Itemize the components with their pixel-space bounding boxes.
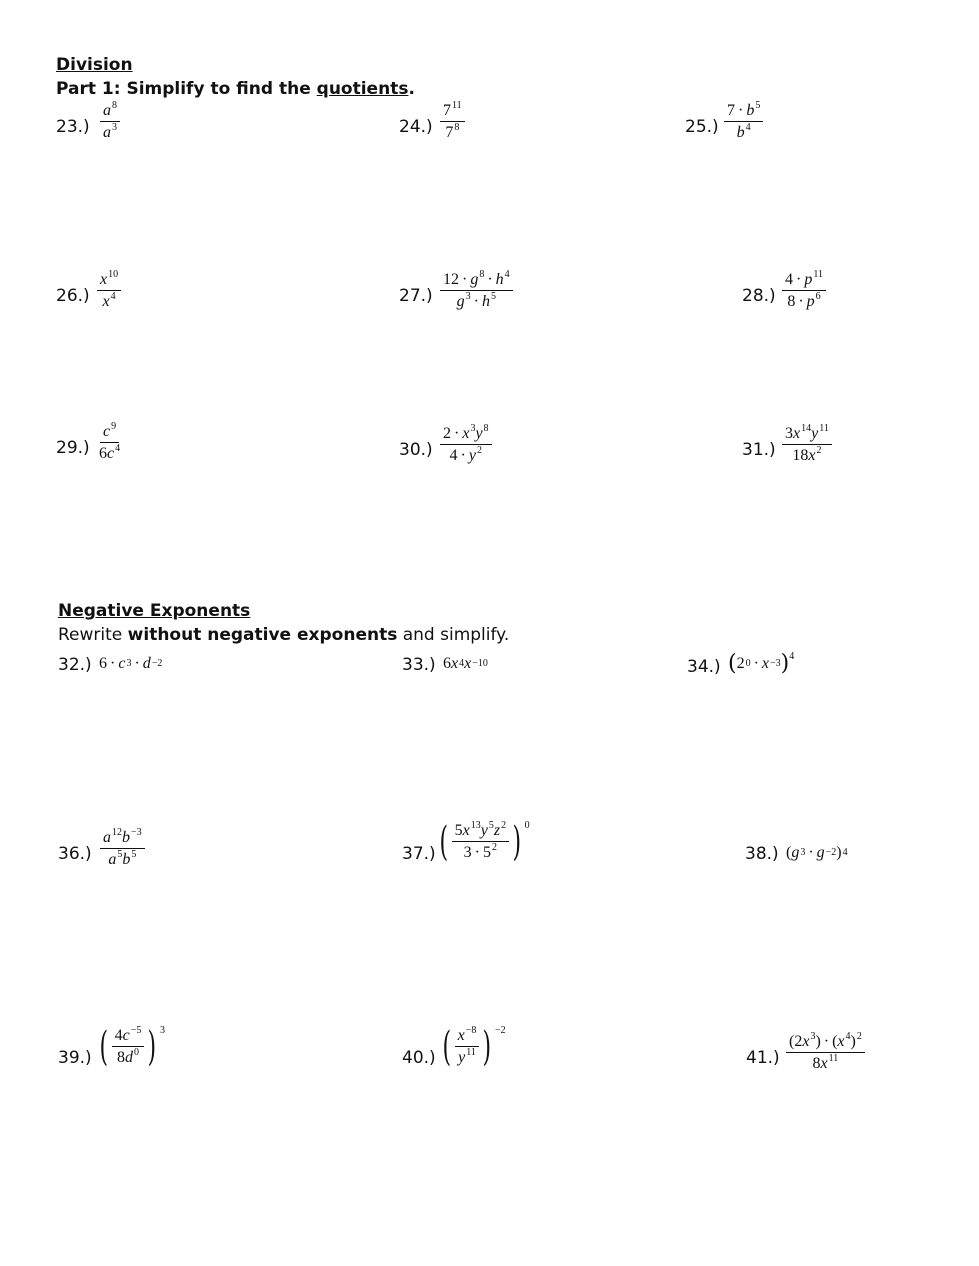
problem-expression-28: $\frac{4 \cdot p^{11}}{8 \cdot p^6}$ bbox=[782, 271, 826, 311]
instruction-period: . bbox=[408, 79, 415, 99]
problem-number: 36.) bbox=[58, 844, 92, 864]
problem-number: 27.) bbox=[399, 286, 433, 306]
negative-instructions bbox=[58, 625, 509, 645]
instruction-text-end: and simplify. bbox=[397, 625, 510, 645]
problem-expression-39: ( $\frac{4c^{-5}}{8d^0}$ ) 3 bbox=[99, 1024, 165, 1070]
problem-expression-34: ( 2 0 · x −3 ) 4 bbox=[728, 651, 795, 676]
problem-expression-38: ( g 3 · g −2 ) 4 bbox=[786, 844, 848, 861]
problem-number: 30.) bbox=[399, 440, 433, 460]
instruction-text: Rewrite bbox=[58, 625, 128, 645]
problem-expression-33: 6 x 4 x −10 bbox=[443, 655, 488, 672]
problem-expression-40: ( $\frac{x^{-8}}{y^{11}}$ ) −2 bbox=[442, 1024, 506, 1070]
problem-expression-31: $\frac{3x^{14}y^{11}}{18x^2}$ bbox=[782, 425, 832, 465]
problem-expression-37: ( $\frac{5x^{13}y^5z^2}{3 \cdot 5^2}$ ) 0 bbox=[439, 819, 530, 865]
section-title-division: Division bbox=[56, 55, 133, 75]
problem-expression-36: $\frac{a^{12}b^{-3}}{a^5b^5}$ bbox=[100, 829, 145, 869]
problem-number: 33.) bbox=[402, 655, 436, 675]
problem-number: 31.) bbox=[742, 440, 776, 460]
problem-number: 32.) bbox=[58, 655, 92, 675]
problem-number: 23.) bbox=[56, 117, 90, 137]
problem-expression-27: $\frac{12 \cdot g^8 \cdot h^4}{g^3 \cdot h^5}$ bbox=[440, 271, 513, 311]
instruction-keyword: quotients bbox=[316, 79, 409, 99]
problem-number: 29.) bbox=[56, 438, 90, 458]
section-title-negative-exponents: Negative Exponents bbox=[58, 601, 251, 621]
problem-number: 41.) bbox=[746, 1048, 780, 1068]
problem-number: 38.) bbox=[745, 844, 779, 864]
problem-number: 39.) bbox=[58, 1048, 92, 1068]
division-instructions bbox=[56, 79, 415, 99]
problem-expression-24: $\frac{7^{11}}{7^8}$ bbox=[440, 102, 465, 142]
problem-number: 24.) bbox=[399, 117, 433, 137]
problem-number: 34.) bbox=[687, 657, 721, 677]
problem-expression-23: $\frac{a^8}{a^3}$ bbox=[100, 102, 120, 142]
problem-expression-26: $\frac{x^{10}}{x^4}$ bbox=[97, 271, 121, 311]
instruction-text: Part 1: Simplify to find the bbox=[56, 79, 317, 99]
problem-expression-29: $\frac{c^9}{6c^4}$ bbox=[99, 421, 121, 462]
instruction-emphasis: without negative exponents bbox=[127, 625, 398, 645]
problem-expression-30: $\frac{2 \cdot x^3y^8}{4 \cdot y^2}$ bbox=[440, 425, 492, 465]
problem-expression-41: $\frac{(2x^3) \cdot (x^4)^2}{8x^{11}}$ bbox=[786, 1033, 865, 1073]
problem-number: 28.) bbox=[742, 286, 776, 306]
problem-number: 25.) bbox=[685, 117, 719, 137]
problem-expression-32: 6 · c 3 · d −2 bbox=[99, 655, 163, 672]
problem-number: 40.) bbox=[402, 1048, 436, 1068]
problem-number: 37.) bbox=[402, 844, 436, 864]
problem-expression-25: $\frac{7 \cdot b^5}{b^4}$ bbox=[724, 102, 763, 142]
problem-number: 26.) bbox=[56, 286, 90, 306]
